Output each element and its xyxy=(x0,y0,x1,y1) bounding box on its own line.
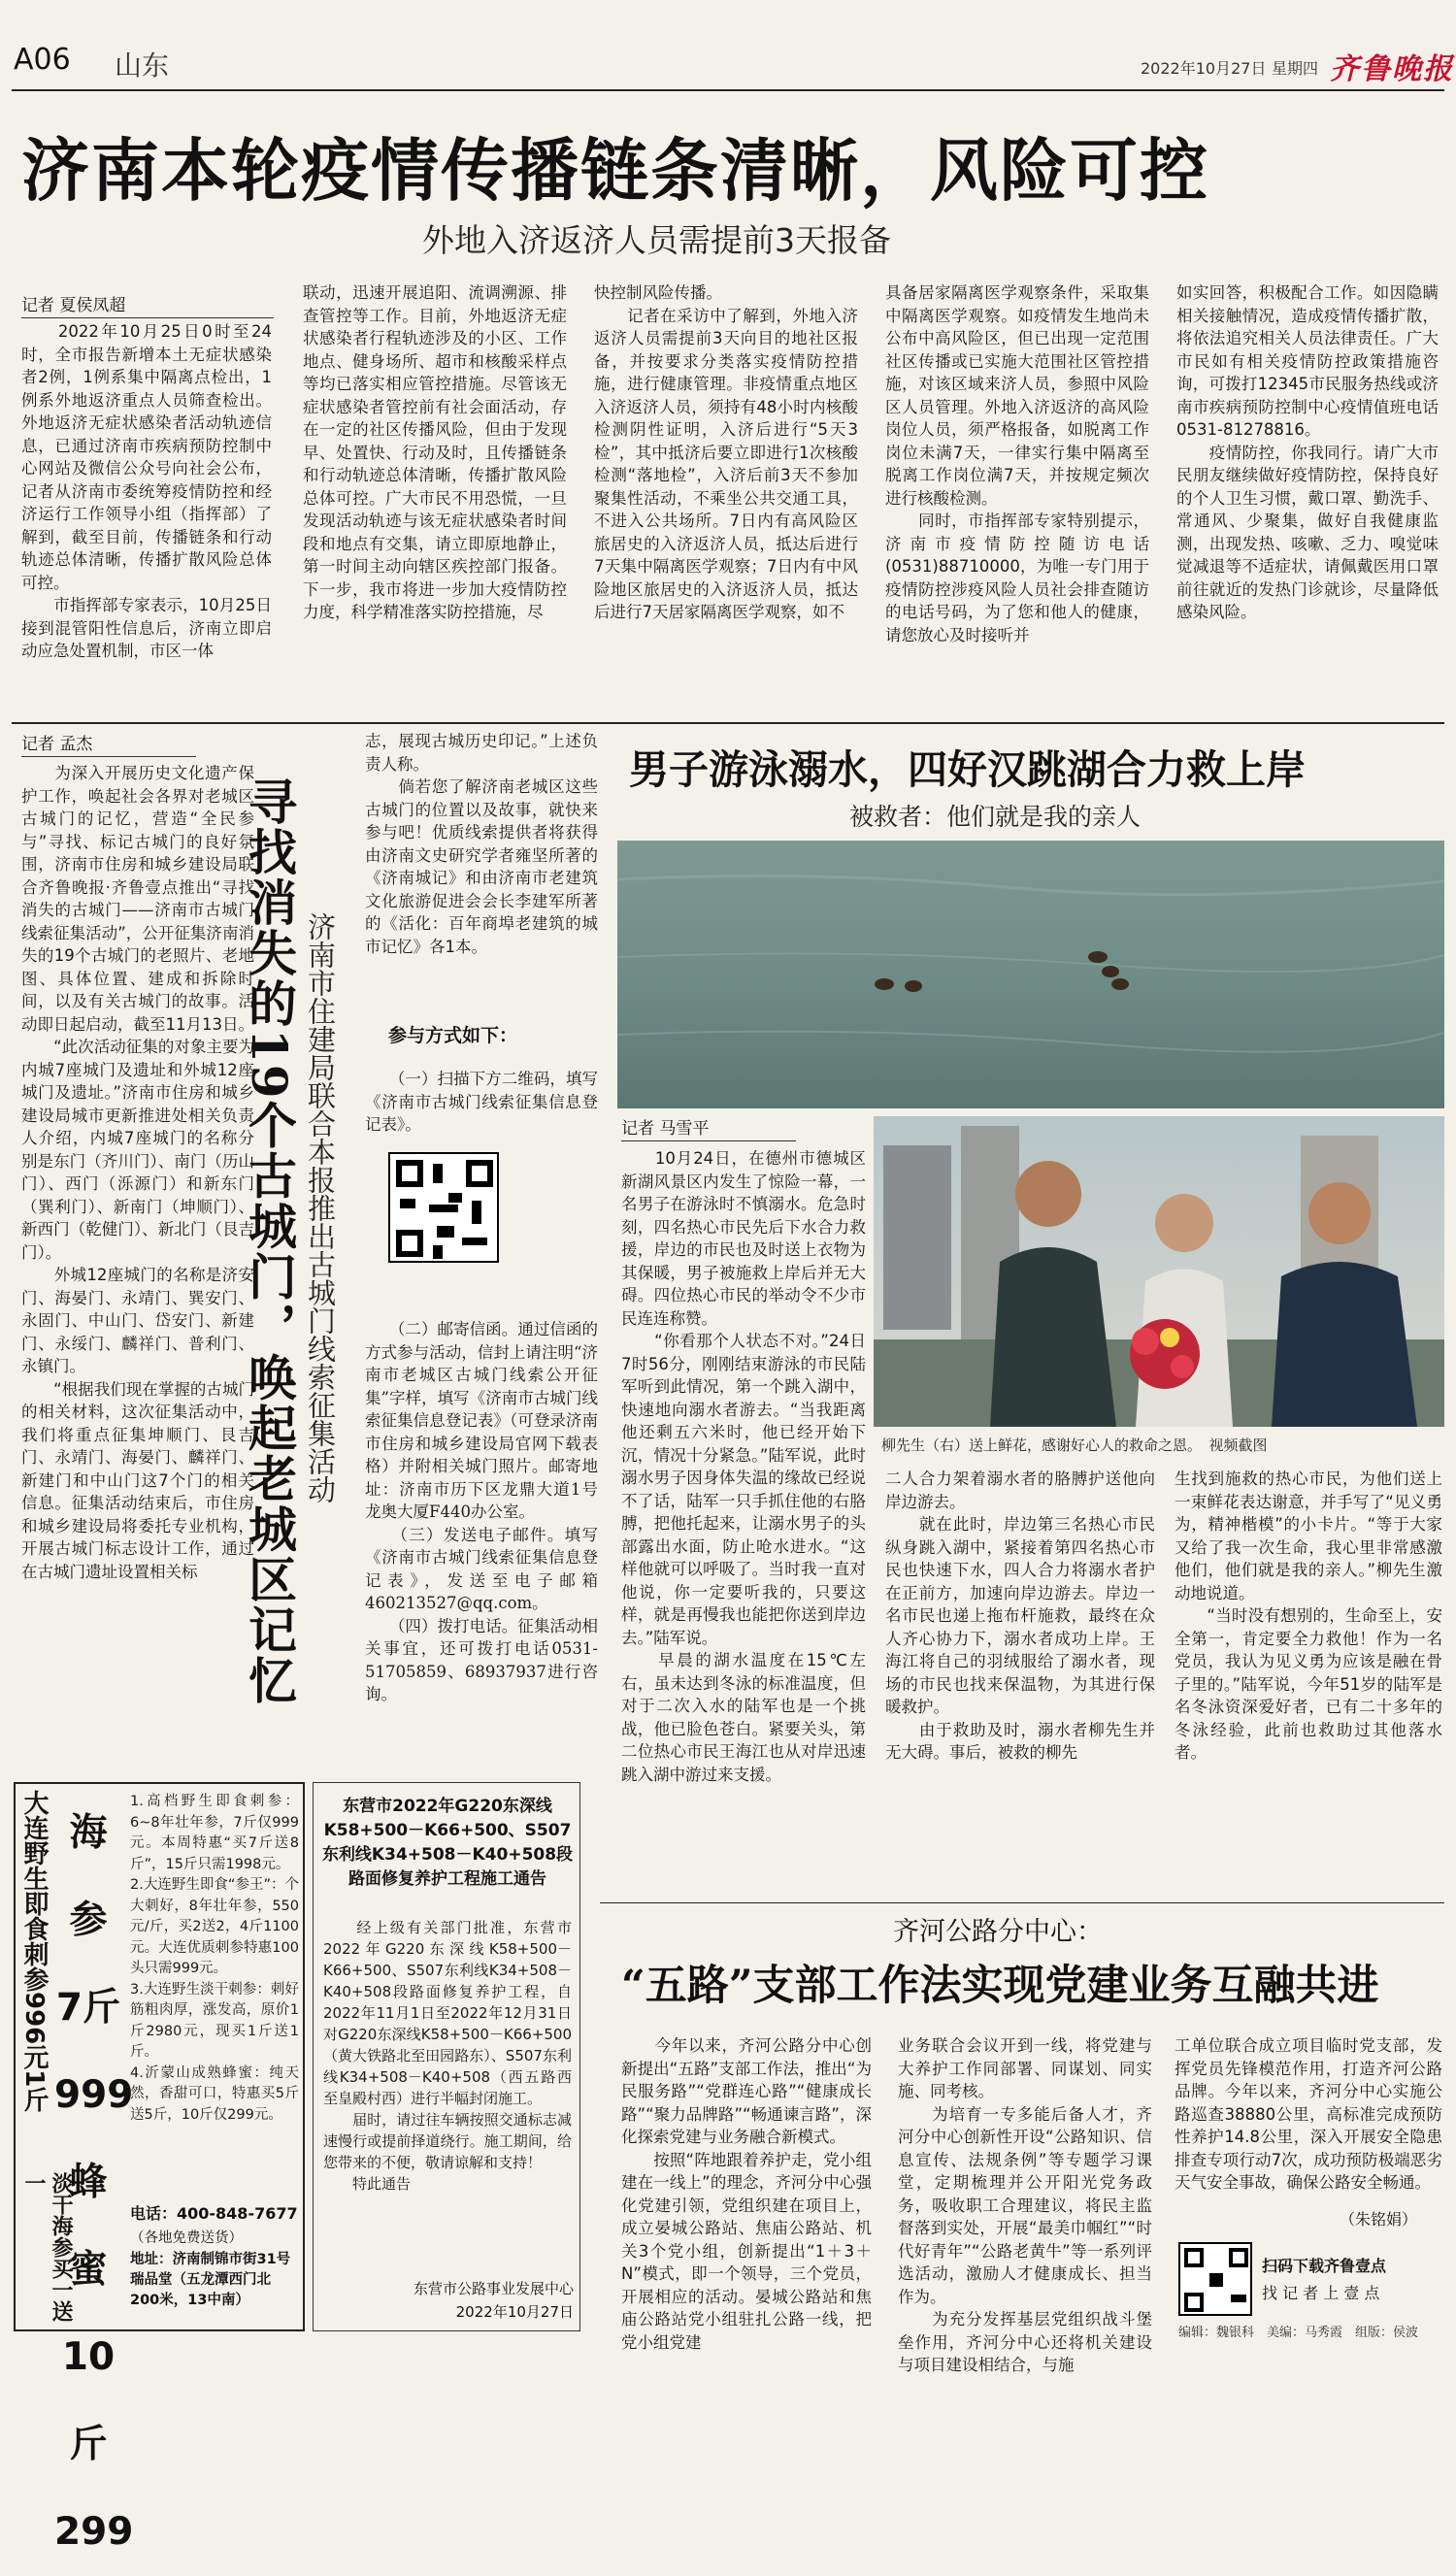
lead-byline: 记者 夏侯凤超 xyxy=(21,291,274,318)
header-rule xyxy=(12,89,1444,91)
notice-body: 经上级有关部门批准，东营市2022年G220东深线K58+500－K66+500、S507东利线K34+508－K40+508段路面修复养护工程，自2022年11月1日至2022年12月31日对G220东深线K58+500－K66+500（黄大铁路北至田园路东）、S507东利线K34+508－K40+508（西五路西至皇殿村西）进行半幅封闭施工。 届时，请过往车辆按照交通标志减速慢行或提前择道绕行。施工期间，给您带来的不便，敬请谅解和支持！ 特此通告 xyxy=(323,1919,572,2193)
seafood-ad-phone[interactable]: 电话：400-848-7677 xyxy=(130,2204,298,2223)
road-column-2: 业务联合会议开到一线，将党建与大养护工作同部署、同谋划、同实施、同考核。 为培育一专多能后备人才，齐河分中心创新性开设“公路知识、信息宣传、法规条例”等专题学习课堂，定期梳理并公开阳光党务政务，吸收职工合理建议，将民主监督落到实处，开展“最美巾帼红”“时代好青年”“公路老黄牛”等一系列评选活动，激励人才健康成长、担当作为。 为充分发挥基层党组织战斗堡垒作用，齐河分中心还将机关建设与项目建设相结合，与施 xyxy=(898,2036,1152,2374)
seafood-ad-vertical-headline: 大连野生即食刺参996元1斤 xyxy=(19,1790,49,2113)
howto-heading: 参与方式如下： xyxy=(388,1025,518,1046)
rescue-subheadline: 被救者：他们就是我的亲人 xyxy=(849,803,1142,831)
lead-headline: 济南本轮疫情传播链条清晰，风险可控 xyxy=(21,130,1209,211)
seafood-ad-big-text: 海参 7斤 999 蜂蜜 10斤 299 xyxy=(54,1811,134,2554)
brand-logo: 齐鲁晚报 xyxy=(1330,52,1454,86)
seafood-ad xyxy=(14,1782,305,2554)
person-head xyxy=(1155,1194,1213,1252)
lead-column-3: 快控制风险传播。 记者在采访中了解到，外地入济返济人员需提前3天向目的地社区报备，并按要求分类落实疫情防控措施，进行健康管理。非疫情重点地区入济返济人员，须持有48小时内核酸检测阴性证明，入济后进行“5天3检”，其中抵济后要立即进行1次核酸检测“落地检”，入济后前3天不参加聚集性活动，不乘坐公共交通工具，不进入公共场所。7日内有高风险区旅居史的入济返济人员，抵达后进行7天集中隔离医学观察；7日内有中风险地区旅居史的入济返济人员，抵达后进行7天居家隔离医学观察，如不 xyxy=(594,283,858,621)
lake-rescue-photo xyxy=(617,841,1444,1108)
flower-thanks-photo xyxy=(874,1116,1444,1427)
road-column-3: 工单位联合成立项目临时党支部，发挥党员先锋模范作用，打造齐河公路品牌。今年以来，齐河分中心实施公路巡查38880公里，高标准完成预防性养护14.8公里，深入开展安全隐患排查专项行动7次，成功预防极端恶劣天气安全事故，确保公路安全畅通。 xyxy=(1175,2036,1442,2192)
swimmer xyxy=(1088,951,1108,963)
rescue-headline: 男子游泳溺水，四好汉跳湖合力救上岸 xyxy=(629,746,1306,793)
app-download-qr[interactable] xyxy=(1178,2242,1252,2316)
swimmer xyxy=(875,978,894,990)
howto-steps-2-4: （二）邮寄信函。通过信函的方式参与活动，信封上请注明“济南市老城区古城门线索公开征集”字样，填写《济南市古城门线索征集信息登记表》（可登录济南市住房和城乡建设局官网下载表格）并附相关城门照片。邮寄地址：济南市历下区龙鼎大道1号龙奥大厦F440办公室。 （三）发送电子邮件。填写《济南市古城门线索征集信息登记表》，发送至电子邮箱460213527@qq.com。 （四）拨打电话。征集活动相关事宜，还可拨打电话0531-51705859、68937937进行咨询。 xyxy=(365,1320,598,1703)
seafood-ad-address: 地址：济南制锦市街31号瑞品堂（五龙潭西门北200米，13中南） xyxy=(130,2252,291,2308)
lake-photo-art xyxy=(617,841,1444,1108)
person-head xyxy=(1015,1161,1081,1227)
seafood-ad-phone-note: （各地免费送货） xyxy=(130,2230,243,2246)
road-rule xyxy=(600,1902,1444,1903)
qr-caption-2: 找 记 者 上 壹 点 xyxy=(1262,2284,1380,2302)
header-weekday: 星期四 xyxy=(1272,59,1319,78)
qr-corner xyxy=(396,1230,423,1257)
gates-qr-code[interactable] xyxy=(388,1152,499,1263)
lead-column-5: 如实回答，积极配合工作。如因隐瞒相关接触情况，造成疫情传播扩散，将依法追究相关人员法律责任。广大市民如有相关疫情防控政策措施咨询，可拨打12345市民服务热线或济南市疾病预防控制中心疫情值班电话0531-81278816。 疫情防控，你我同行。请广大市民朋友继续做好疫情防控，保持良好的个人卫生习惯，戴口罩、勤洗手、常通风、少聚集，做好自我健康监测，出现发热、咳嗽、乏力、嗅觉味觉减退等不适症状，请佩戴医用口罩前往就近的发热门诊就诊，尽量降低感染风险。 xyxy=(1176,283,1439,621)
lead-column-1: 2022年10月25日0时至24时，全市报告新增本土无症状感染者2例，1例系集中隔离点检出，1例系外地返济重点人员筛查检出。外地返济无症状感染者活动轨迹信息，已通过济南市疾病预防控制中心网站及微信公众号向社会公布，记者从济南市委统筹疫情防控和经济运行工作领导小组（指挥部）了解到，截至目前，传播链条和行动轨迹总体清晰，传播扩散风险总体可控。 市指挥部专家表示，10月25日接到混管阳性信息后，济南立即启动应急处置机制，市区一体 xyxy=(21,322,272,660)
qr-corner xyxy=(396,1160,423,1187)
qr-corner xyxy=(466,1160,493,1187)
swimmer xyxy=(905,980,922,992)
qr-caption-1: 扫码下载齐鲁壹点 xyxy=(1262,2257,1387,2275)
rescue-column-3: 生找到施救的热心市民，为他们送上一束鲜花表达谢意，并手写了“见义勇为，精神楷模”的小卡片。“等于大家又给了我一次生命，我心里非常感激他们，他们就是我的亲人。”柳先生激动地说道。 “当时没有想别的，生命至上，安全第一，肯定要全力救他！作为一名党员，我认为见义勇为应该是融在骨子里的。”陆军说，今年51岁的陆军是名冬泳资深爱好者，已有二十多年的冬泳经验，此前也救助过其他落水者。 xyxy=(1175,1470,1442,1762)
section-label: 山东 xyxy=(115,50,170,82)
page-number: A06 xyxy=(14,43,71,77)
road-headline: “五路”支部工作法实现党建业务互融共进 xyxy=(621,1962,1379,2010)
construction-notice xyxy=(313,1782,580,2331)
howto-step-1: （一）扫描下方二维码，填写《济南市古城门线索征集信息登记表》。 xyxy=(365,1070,598,1134)
gates-column-1: 为深入开展历史文化遗产保护工作，唤起社会各界对老城区古城门的记忆，营造“全民参与”寻找、标记古城门的良好氛围，济南市住房和城乡建设局联合齐鲁晚报·齐鲁壹点推出“寻找消失的古城门——济南市古城门线索征集活动”，公开征集济南消失的19个古城门的老照片、老地图、具体位置、建成和拆除时间，以及有关古城门的故事。活动即日起启动，截至11月13日。 “此次活动征集的对象主要为内城7座城门及遗址和外城12座城门及遗址。”济南市住房和城乡建设局城市更新推进处相关负责人介绍，内城7座城门的名称分别是东门（齐川门）、南门（历山门）、西门（泺源门）和新东门（巽利门）、新南门（坤顺门）、新西门（乾健门）、新北门（艮吉门）。 外城12座城门的名称是济安门、海晏门、永靖门、巽安门、永固门、中山门、岱安门、新建门、永绥门、麟祥门、普利门、永镇门。 “根据我们现在掌握的古城门的相关材料，这次征集活动中，我们将重点征集坤顺门、艮吉门、永靖门、海晏门、麟祥门、新建门和中山门这7个门的相关信息。征集活动结束后，市住房和城乡建设局将委托专业机构，开展古城门标志设计工作，通过在古城门遗址设置相关标 xyxy=(21,764,254,1581)
seafood-ad-vertical-offer: 淡干海参买一送一 xyxy=(21,2172,73,2322)
notice-date: 2022年10月27日 xyxy=(455,2303,574,2321)
person-head xyxy=(1308,1182,1371,1244)
photo-caption: 柳先生（右）送上鲜花，感谢好心人的救命之恩。 视频截图 xyxy=(881,1437,1268,1454)
thanks-photo-art xyxy=(874,1116,1444,1427)
notice-signer: 东营市公路事业发展中心 xyxy=(413,2280,574,2297)
road-kicker: 齐河公路分中心： xyxy=(893,1917,1103,1947)
lead-rule xyxy=(12,722,1444,724)
road-column-1: 今年以来，齐河公路分中心创新提出“五路”支部工作法，推出“为民服务路”“党群连心路”“健康成长路”“聚力品牌路”“畅通谏言路”，深化探索党建与业务融合新模式。 按照“阵地跟着养护走，党小组建在一线上”的理念，齐河分中心强化党建引领，党组织建在项目上，成立晏城公路站、焦庙公路站、机关3个党小组，创新提出“1＋3＋N”模式，即一个领导，三个党员，开展相应的活动。晏城公路站和焦庙公路站党小组驻扎公路一线，把党小组党建 xyxy=(621,2036,872,2352)
swimmer xyxy=(1111,978,1129,990)
rescue-column-1: 10月24日，在德州市德城区新湖风景区内发生了惊险一幕，一名男子在游泳时不慎溺水。危急时刻，四名热心市民先后下水合力救援，岸边的市民也及时送上衣物为其保暖，男子被施救上岸后并无大碍。四位热心市民的举动令不少市民连连称赞。 “你看那个人状态不对。”24日7时56分，刚刚结束游泳的市民陆军听到此情况，第一个跳入湖中，快速地向溺水者游去。“当我距离他还剩五六米时，他已经开始下沉，情况十分紧急。”陆军说，此时溺水男子因身体失温的缘故已经说不了话，陆军一只手抓住他的右胳膊，把他托起来，让溺水男子的头部露出水面，防止呛水进水。“这样他就可以呼吸了。当时我一直对他说，你一定要听我的，只要这样，就是再慢我也能把你送到岸边去。”陆军说。 早晨的湖水温度在15℃左右，虽未达到冬泳的标准温度，但对于二次入水的陆军也是一个挑战，他已脸色苍白。紧要关头，第二位热心市民王海江也从对岸迅速跳入湖中游过来支援。 xyxy=(621,1149,866,1784)
swimmer xyxy=(1102,966,1119,977)
gates-byline: 记者 孟杰 xyxy=(21,730,196,757)
road-author: （朱铭娟） xyxy=(1340,2210,1418,2229)
rescue-byline: 记者 马雪平 xyxy=(621,1114,796,1141)
header-date: 2022年10月27日 xyxy=(1141,59,1267,78)
gates-headline: 寻找消失的19个古城门，唤起老城区记忆 xyxy=(241,776,298,1706)
seafood-ad-items: 1.高档野生即食刺参：6~8年壮年参，7斤仅999元。本周特惠“买7斤送8斤”，15斤只需1998元。 2.大连野生即食“参王”：个大刺好，8年壮年参，550元/斤，买2送2，4斤1100元。大连优质刺参特惠100头只需999元。 3.大连野生淡干刺参：刺好筋粗肉厚，涨发高，原价1斤2980元，现买1斤送1斤。 4.沂蒙山成熟蜂蜜：纯天然，香甜可口，特惠买5斤送5斤，10斤仅299元。 xyxy=(130,1794,299,2123)
gates-subheadline: 济南市住建局联合本报推出古城门线索征集活动 xyxy=(304,912,337,1503)
rescue-column-2: 二人合力架着溺水者的胳膊护送他向岸边游去。 就在此时，岸边第三名热心市民纵身跳入湖中，紧接着第四名热心市民也快速下水，四人合力将溺水者护在正前方，加速向岸边游去。岸边一名市民也递上拖布杆施救，最终在众人齐心协力下，溺水者成功上岸。王海江将自己的羽绒服给了溺水者，现场的市民也找来保温物，为其进行保暖救护。 由于救助及时，溺水者柳先生并无大碍。事后，被救的柳先 xyxy=(885,1470,1155,1762)
lead-subheadline: 外地入济返济人员需提前3天报备 xyxy=(422,221,891,259)
gates-column-2: 志，展现古城历史印记。”上述负责人称。 倘若您了解济南老城区这些古城门的位置以及故事，就快来参与吧！优质线索提供者将获得由济南文史研究学者雍坚所著的《济南城记》和由济南市老建筑文化旅游促进会会长李建军所著的《活化：百年商埠老建筑的城市记忆》各1本。 xyxy=(365,732,598,956)
editor-credits: 编辑：魏银科 美编：马秀霞 组版：侯波 xyxy=(1178,2326,1419,2340)
notice-title: 东营市2022年G220东深线K58+500－K66+500、S507东利线K34+508－K40+508段路面修复养护工程施工通告 xyxy=(321,1797,574,1889)
lead-column-2: 联动，迅速开展追阳、流调溯源、排查管控等工作。目前，外地返济无症状感染者行程轨迹涉及的小区、工作地点、健身场所、超市和核酸采样点等均已落实相应管控措施。尽管该无症状感染者管控前有社会面活动，存在一定的社区传播风险，但由于发现早、处置快、行动及时，且传播链条和行动轨迹总体清晰，传播扩散风险总体可控。广大市民不用恐慌，一旦发现活动轨迹与该无症状感染者时间段和地点有交集，请立即原地静止，第一时间主动向辖区疾控部门报备。下一步，我市将进一步加大疫情防控力度，科学精准落实防控措施，尽 xyxy=(303,283,567,621)
lead-column-4: 具备居家隔离医学观察条件，采取集中隔离医学观察。如疫情发生地尚未公布中高风险区，但已出现一定范围社区传播或已实施大范围社区管控措施，对该区域来济人员，参照中风险区人员管理。外地入济返济的高风险岗位人员，须严格报备，如脱离工作岗位未满7天，一律实行集中隔离至脱离工作岗位满7天，并按规定频次进行核酸检测。 同时，市指挥部专家特别提示，济南市疫情防控随访电话(0531)88710000，为唯一专门用于疫情防控涉疫风险人员社会排查随访的电话号码，为了您和他人的健康，请您放心及时接听并 xyxy=(885,283,1149,644)
